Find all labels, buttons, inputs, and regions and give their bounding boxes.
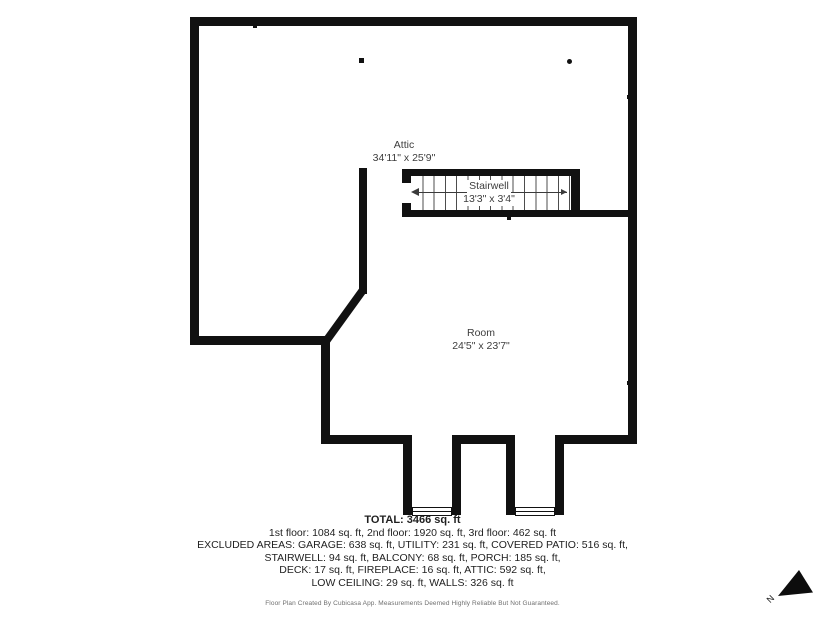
wall-tick-left xyxy=(195,95,199,99)
wall-tick-stair-top xyxy=(485,172,489,175)
attic-name: Attic xyxy=(393,139,415,151)
column-marker-round-icon xyxy=(567,59,572,64)
attic-label xyxy=(324,139,484,165)
floors-area-line: 1st floor: 1084 sq. ft, 2nd floor: 1920 sq. ft, 3rd floor: 462 sq. ft xyxy=(268,527,557,539)
north-arrow-label: N xyxy=(764,593,777,605)
excluded-areas-line-1: EXCLUDED AREAS: GARAGE: 638 sq. ft, UTILITY: 231 sq. ft, COVERED PATIO: 516 sq. ft, xyxy=(197,539,628,552)
stairwell-label xyxy=(409,180,569,206)
stairwell-dimensions: 13'3" x 3'4" xyxy=(463,193,515,205)
attic-dimensions: 34'11" x 25'9" xyxy=(372,152,436,164)
column-marker-square-icon xyxy=(359,58,364,63)
total-area-line: TOTAL: 3466 sq. ft xyxy=(364,514,461,526)
disclaimer-text: Floor Plan Created By Cubicasa App. Measurements Deemed Highly Reliable But Not Guaranteed. xyxy=(265,600,560,607)
wall-tick-stair-bottom xyxy=(485,211,489,214)
wall-tick-top xyxy=(253,24,257,28)
excluded-areas-line-2: STAIRWELL: 94 sq. ft, BALCONY: 68 sq. ft, PORCH: 185 sq. ft, xyxy=(264,551,561,564)
excluded-areas-line-3: DECK: 17 sq. ft, FIREPLACE: 16 sq. ft, ATTIC: 592 sq. ft, xyxy=(279,564,546,577)
excluded-areas-line-4: LOW CEILING: 29 sq. ft, WALLS: 326 sq. ft xyxy=(311,576,514,589)
wall-tick-right-lower xyxy=(627,381,631,385)
room-dimensions: 24'5" x 23'7" xyxy=(452,340,510,352)
wall-diagonal xyxy=(327,290,364,341)
wall-tick-right-upper xyxy=(627,95,631,99)
stairwell-name: Stairwell xyxy=(469,180,509,192)
area-summary xyxy=(0,514,825,589)
wall-tick-attic-bottom xyxy=(253,340,257,344)
room-name: Room xyxy=(466,327,495,339)
room-label xyxy=(401,327,561,353)
wall-tick-below-stair xyxy=(507,217,511,220)
wall-tick-room-left xyxy=(323,381,327,385)
